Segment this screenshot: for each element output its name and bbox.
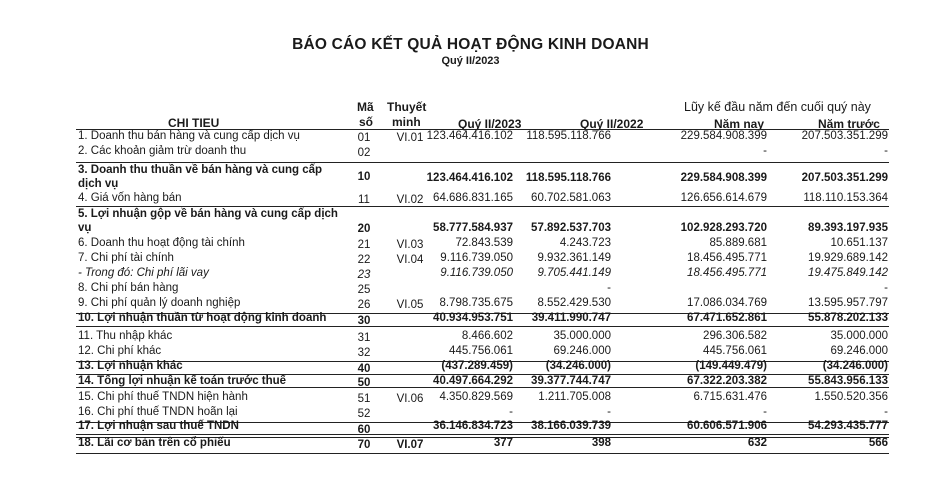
row-value-q2-2022: 57.892.537.703 xyxy=(531,222,611,234)
row-value-q2-2022: 9.932.361.149 xyxy=(537,252,611,264)
row-value-q2-2022: 39.377.744.747 xyxy=(531,375,611,387)
row-label: 4. Giá vốn hàng bán xyxy=(78,192,182,204)
row-value-q2-2022: - xyxy=(607,282,611,294)
row-label: 16. Chi phí thuế TNDN hoãn lại xyxy=(78,406,238,418)
row-note: VI.05 xyxy=(396,299,424,311)
row-code: 25 xyxy=(357,284,371,296)
row-value-nam-nay: 67.322.203.382 xyxy=(687,375,767,387)
row-divider xyxy=(76,162,889,163)
row-value-nam-nay: 296.306.582 xyxy=(703,330,767,342)
row-note: VI.02 xyxy=(396,194,424,206)
row-value-nam-nay: 18.456.495.771 xyxy=(687,267,767,279)
row-value-q2-2023: 377 xyxy=(493,437,513,449)
row-value-nam-nay: 102.928.293.720 xyxy=(680,222,767,234)
row-value-q2-2022: 60.702.581.063 xyxy=(531,192,611,204)
row-code: 32 xyxy=(357,347,371,359)
row-value-nam-truoc: - xyxy=(884,145,888,157)
row-value-nam-nay: 445.756.061 xyxy=(703,345,767,357)
row-value-q2-2022: 39.411.990.747 xyxy=(531,312,611,324)
header-q2-2022: Quý II/2022 xyxy=(580,117,644,131)
row-label: 14. Tổng lợi nhuận kế toán trước thuế xyxy=(78,375,287,387)
row-value-nam-truoc: 89.393.197.935 xyxy=(808,222,888,234)
row-value-q2-2022: 9.705.441.149 xyxy=(537,267,611,279)
header-thuyet-minh-line1: Thuyết xyxy=(387,100,427,114)
row-value-nam-nay: 60.606.571.906 xyxy=(687,420,767,432)
row-label: 1. Doanh thu bán hàng và cung cấp dịch vụ xyxy=(78,130,300,142)
row-value-nam-truoc: 69.246.000 xyxy=(830,345,888,357)
row-label: 6. Doanh thu hoạt động tài chính xyxy=(78,237,245,249)
row-value-nam-nay: 229.584.908.399 xyxy=(680,172,767,184)
row-value-nam-nay: 85.889.681 xyxy=(709,237,767,249)
row-value-q2-2023: 8.466.602 xyxy=(461,330,513,342)
row-value-q2-2022: - xyxy=(607,406,611,418)
row-value-q2-2023: 40.497.664.292 xyxy=(433,375,513,387)
row-value-q2-2022: 398 xyxy=(591,437,611,449)
row-value-nam-truoc: 19.929.689.142 xyxy=(808,252,888,264)
row-divider xyxy=(76,453,889,454)
row-value-nam-nay: 6.715.631.476 xyxy=(693,391,767,403)
row-value-q2-2022: (34.246.000) xyxy=(545,360,611,372)
row-value-q2-2022: 8.552.429.530 xyxy=(537,297,611,309)
row-value-q2-2023: 4.350.829.569 xyxy=(439,391,513,403)
row-value-nam-nay: 67.471.652.861 xyxy=(687,312,767,324)
row-label: 18. Lãi cơ bản trên cổ phiếu xyxy=(78,437,231,449)
row-value-q2-2023: 9.116.739.050 xyxy=(440,252,513,264)
row-value-nam-nay: 126.656.614.679 xyxy=(680,192,767,204)
header-chi-tieu: CHI TIEU xyxy=(168,116,220,130)
row-divider xyxy=(76,434,889,435)
row-value-q2-2023: 9.116.739.050 xyxy=(440,267,513,279)
row-value-nam-truoc: 207.503.351.299 xyxy=(801,130,888,142)
row-value-nam-truoc: 1.550.520.356 xyxy=(814,391,888,403)
row-value-nam-truoc: 54.293.435.777 xyxy=(808,420,888,432)
row-value-q2-2023: 8.798.735.675 xyxy=(439,297,513,309)
row-value-q2-2022: 38.166.039.739 xyxy=(531,420,611,432)
row-value-q2-2022: 118.595.118.766 xyxy=(526,130,611,142)
row-value-q2-2022: 69.246.000 xyxy=(553,345,611,357)
row-label: 8. Chi phí bán hàng xyxy=(78,282,179,294)
header-nam-truoc: Năm trước xyxy=(818,117,880,131)
row-label: 10. Lợi nhuận thuần từ hoạt động kinh doanh xyxy=(78,312,327,324)
row-code: 50 xyxy=(357,377,371,389)
row-label-continued: vụ xyxy=(78,222,92,234)
row-value-nam-truoc: - xyxy=(884,282,888,294)
row-code: 31 xyxy=(357,332,371,344)
row-divider xyxy=(76,206,889,207)
row-value-q2-2023: 36.146.834.723 xyxy=(433,420,513,432)
row-label: 15. Chi phí thuế TNDN hiện hành xyxy=(78,391,248,403)
row-label: 2. Các khoản giảm trừ doanh thu xyxy=(78,145,247,157)
row-value-nam-truoc: - xyxy=(884,406,888,418)
row-value-q2-2023: 40.934.953.751 xyxy=(433,312,513,324)
row-value-nam-truoc: (34.246.000) xyxy=(822,360,888,372)
row-value-nam-truoc: 13.595.957.797 xyxy=(808,297,888,309)
header-ma-so-line2: số xyxy=(359,115,374,129)
row-label: 17. Lợi nhuận sau thuế TNDN xyxy=(78,420,239,432)
row-label: 13. Lợi nhuận khác xyxy=(78,360,183,372)
row-label-continued: dịch vụ xyxy=(78,178,119,190)
row-value-q2-2023: 445.756.061 xyxy=(449,345,513,357)
row-value-q2-2022: 1.211.705.008 xyxy=(538,391,611,403)
report-title: BÁO CÁO KẾT QUẢ HOẠT ĐỘNG KINH DOANH xyxy=(292,36,649,53)
row-code: 02 xyxy=(357,147,371,159)
header-luy-ke: Lũy kế đầu năm đến cuối quý này xyxy=(684,100,871,114)
row-code: 26 xyxy=(357,299,371,311)
row-code: 60 xyxy=(357,424,371,436)
row-code: 70 xyxy=(357,439,371,451)
row-code: 51 xyxy=(357,393,371,405)
row-value-q2-2023: (437.289.459) xyxy=(441,360,513,372)
row-value-nam-truoc: 10.651.137 xyxy=(830,237,888,249)
row-label: 3. Doanh thu thuần về bán hàng và cung cấp xyxy=(78,164,323,176)
header-ma-so-line1: Mã xyxy=(357,100,374,114)
row-value-nam-truoc: 55.878.202.133 xyxy=(808,312,888,324)
row-value-nam-nay: 18.456.495.771 xyxy=(687,252,767,264)
row-value-q2-2022: 118.595.118.766 xyxy=(525,172,611,184)
row-note: VI.01 xyxy=(396,132,424,144)
row-label: - Trong đó: Chi phí lãi vay xyxy=(78,267,209,279)
report-subtitle: Quý II/2023 xyxy=(441,55,500,67)
row-value-q2-2023: 72.843.539 xyxy=(455,237,513,249)
row-value-nam-nay: 229.584.908.399 xyxy=(680,130,767,142)
row-value-nam-nay: - xyxy=(763,406,767,418)
header-q2-2023: Quý II/2023 xyxy=(458,117,522,131)
row-value-q2-2023: 123.464.416.102 xyxy=(426,130,513,142)
row-code: 40 xyxy=(357,363,371,375)
row-label: 11. Thu nhập khác xyxy=(78,330,173,342)
header-nam-nay: Năm nay xyxy=(714,117,765,131)
row-value-q2-2023: 58.777.584.937 xyxy=(433,222,513,234)
row-value-nam-truoc: 207.503.351.299 xyxy=(801,172,888,184)
row-value-nam-nay: - xyxy=(763,145,767,157)
row-code: 21 xyxy=(357,239,371,251)
row-note: VI.04 xyxy=(396,254,424,266)
row-code: 22 xyxy=(357,254,371,266)
row-value-q2-2023: 123.464.416.102 xyxy=(426,172,513,184)
row-note: VI.06 xyxy=(396,393,424,405)
row-label: 12. Chi phí khác xyxy=(78,345,162,357)
row-value-nam-nay: 17.086.034.769 xyxy=(687,297,767,309)
row-value-q2-2022: 4.243.723 xyxy=(559,237,611,249)
row-code: 52 xyxy=(357,408,371,420)
row-value-q2-2023: - xyxy=(509,406,513,418)
row-value-q2-2023: 64.686.831.165 xyxy=(433,192,513,204)
row-value-nam-truoc: 19.475.849.142 xyxy=(808,267,888,279)
row-code: 20 xyxy=(357,223,371,235)
row-value-nam-nay: 632 xyxy=(747,437,767,449)
row-note: VI.07 xyxy=(396,439,424,451)
row-value-nam-truoc: 118.110.153.364 xyxy=(803,192,888,204)
row-label: 7. Chi phí tài chính xyxy=(78,252,174,264)
row-label: 5. Lợi nhuận gộp về bán hàng và cung cấp dịch xyxy=(78,208,338,220)
row-value-nam-truoc: 55.843.956.133 xyxy=(808,375,888,387)
row-value-q2-2022: 35.000.000 xyxy=(553,330,611,342)
row-label: 9. Chi phí quản lý doanh nghiệp xyxy=(78,297,241,309)
row-note: VI.03 xyxy=(396,239,424,251)
row-value-nam-truoc: 35.000.000 xyxy=(830,330,888,342)
row-code: 11 xyxy=(358,194,370,206)
row-divider xyxy=(76,326,889,327)
row-code: 30 xyxy=(357,315,371,327)
row-value-nam-nay: (149.449.479) xyxy=(695,360,767,372)
row-code: 01 xyxy=(357,132,371,144)
row-value-nam-truoc: 566 xyxy=(868,437,888,449)
header-thuyet-minh-line2: minh xyxy=(392,115,421,129)
row-code: 10 xyxy=(357,171,371,183)
row-code: 23 xyxy=(357,269,371,281)
